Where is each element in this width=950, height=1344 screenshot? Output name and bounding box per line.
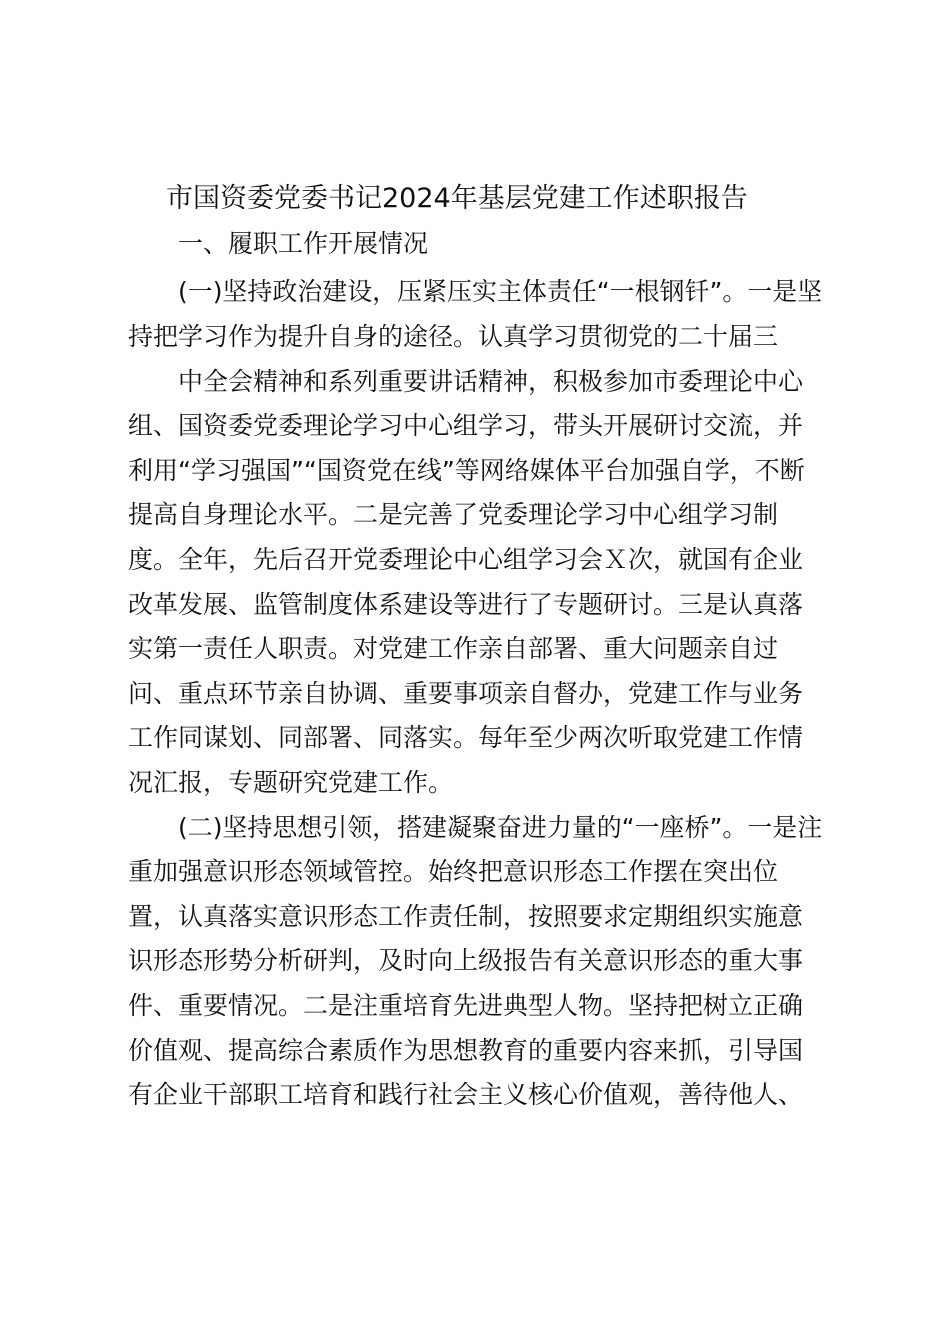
body-line: 组、国资委党委理论学习中心组学习，带头开展研讨交流，并 bbox=[128, 411, 804, 440]
document-title: 市国资委党委书记2024年基层党建工作述职报告 bbox=[166, 183, 748, 214]
body-line: 度。全年，先后召开党委理论中心组学习会Ｘ次，就国有企业 bbox=[128, 545, 804, 574]
body-line: 问、重点环节亲自协调、重要事项亲自督办，党建工作与业务 bbox=[128, 679, 804, 708]
body-line: (一)坚持政治建设，压紧压实主体责任“一根钢钎”。一是坚 bbox=[178, 277, 823, 306]
body-line: 况汇报，专题研究党建工作。 bbox=[128, 768, 454, 797]
body-line: 工作同谋划、同部署、同落实。每年至少两次听取党建工作情 bbox=[128, 723, 804, 752]
section-heading: 一、履职工作开展情况 bbox=[178, 229, 429, 258]
body-line: (二)坚持思想引领，搭建凝聚奋进力量的“一座桥”。一是注 bbox=[178, 813, 823, 842]
body-line: 有企业干部职工培育和践行社会主义核心价值观，善待他人、 bbox=[128, 1080, 804, 1109]
body-line: 中全会精神和系列重要讲话精神，积极参加市委理论中心 bbox=[178, 367, 804, 396]
body-line: 置，认真落实意识形态工作责任制，按照要求定期组织实施意 bbox=[128, 902, 804, 931]
body-line: 持把学习作为提升自身的途径。认真学习贯彻党的二十届三 bbox=[128, 322, 779, 351]
body-line: 利用“学习强国”“国资党在线”等网络媒体平台加强自学，不断 bbox=[128, 456, 805, 485]
body-line: 价值观、提高综合素质作为思想教育的重要内容来抓，引导国 bbox=[128, 1036, 804, 1065]
body-line: 实第一责任人职责。对党建工作亲自部署、重大问题亲自过 bbox=[128, 634, 779, 663]
body-line: 件、重要情况。二是注重培育先进典型人物。坚持把树立正确 bbox=[128, 991, 804, 1020]
body-line: 提高自身理论水平。二是完善了党委理论学习中心组学习制 bbox=[128, 500, 779, 529]
body-line: 改革发展、监管制度体系建设等进行了专题研讨。三是认真落 bbox=[128, 590, 804, 619]
body-line: 重加强意识形态领域管控。始终把意识形态工作摆在突出位 bbox=[128, 857, 779, 886]
body-line: 识形态形势分析研判，及时向上级报告有关意识形态的重大事 bbox=[128, 946, 804, 975]
